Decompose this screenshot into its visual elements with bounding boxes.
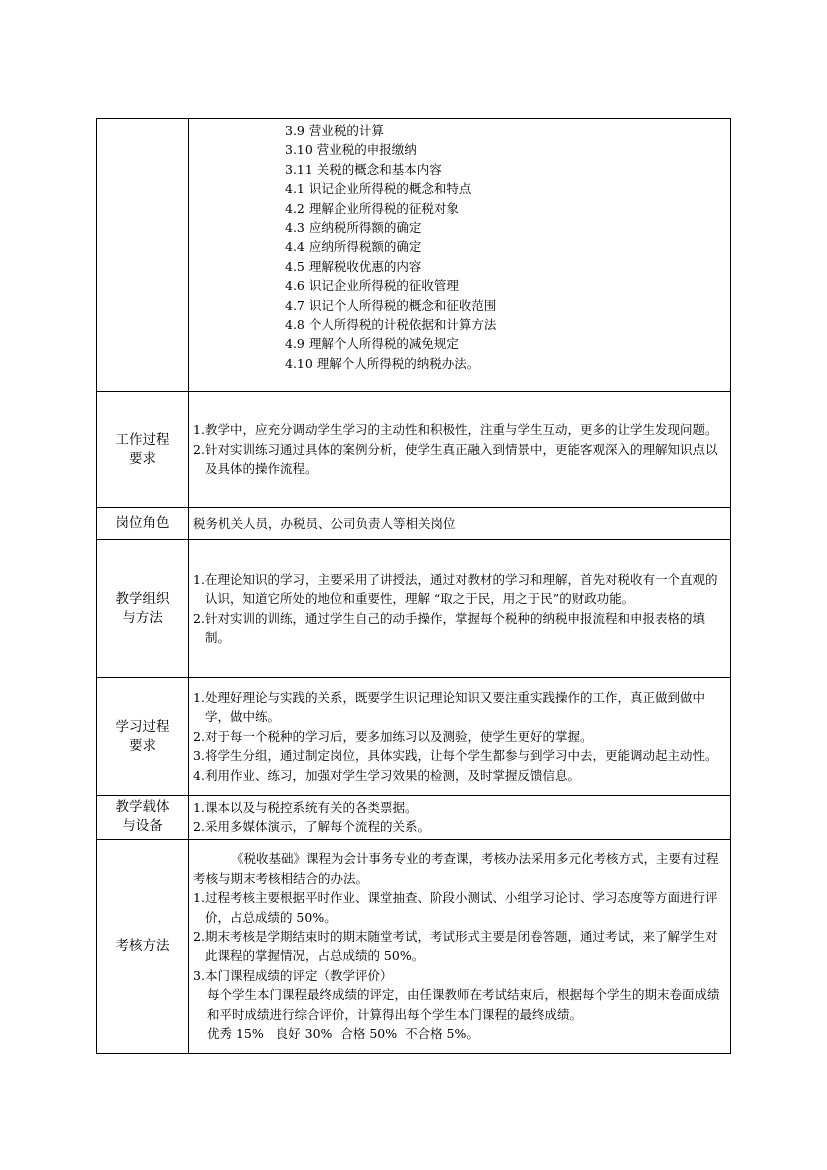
list-item: 3. 本门课程成绩的评定（教学评价） bbox=[193, 967, 393, 983]
table-row bbox=[97, 119, 731, 392]
list-item: 4.3 应纳税所得额的确定 bbox=[285, 220, 422, 236]
row-label bbox=[97, 119, 189, 392]
list-item: 2. 采用多媒体演示，了解每个流程的关系。 bbox=[193, 819, 430, 835]
row-content bbox=[189, 839, 731, 1053]
list-item: 4.5 理解税收优惠的内容 bbox=[285, 258, 422, 274]
list-item: 4.10 理解个人所得税的纳税办法。 bbox=[285, 355, 480, 371]
row-label: 教学组织与方法 bbox=[97, 540, 189, 678]
list-item: 4.6 识记企业所得税的征收管理 bbox=[285, 278, 459, 294]
knowledge-list bbox=[189, 119, 731, 392]
row-content bbox=[189, 540, 731, 678]
list-item: 2. 对于每一个税种的学习后，要多加练习以及测验，使学生更好的掌握。 bbox=[193, 728, 593, 744]
list-item: 2. 针对实训的训练，通过学生自己的动手操作，掌握每个税种的纳税申报流程和申报表格的填制。 bbox=[193, 610, 705, 645]
list-item: 4. 利用作业、练习，加强对学生学习效果的检测，及时掌握反馈信息。 bbox=[193, 767, 580, 783]
row-label: 岗位角色 bbox=[97, 508, 189, 540]
grading-detail: 每个学生本门课程最终成绩的评定，由任课教师在考试结束后，根据每个学生的期末卷面成绩和平时成绩进行综合评价，计算得出每个学生本门课程的最终成绩。 bbox=[207, 987, 720, 1022]
grade-distribution: 优秀 15% 良好 30% 合格 50% 不合格 5%。 bbox=[207, 1025, 479, 1041]
list-item: 3.11 关税的概念和基本内容 bbox=[285, 161, 442, 177]
table-row bbox=[97, 678, 731, 796]
list-item: 1. 处理好理论与实践的关系，既要学生识记理论知识又要注重实践操作的工作，真正做到做中学，做中练。 bbox=[193, 689, 705, 725]
table-row bbox=[97, 796, 731, 840]
list-item: 4.8 个人所得税的计税依据和计算方法 bbox=[285, 317, 497, 333]
list-item: 1. 过程考核主要根据平时作业、课堂抽查、阶段小测试、小组学习论讨、学习态度等方面进行评价，占总成绩的 50%。 bbox=[193, 890, 718, 925]
list-item: 3.9 营业税的计算 bbox=[285, 123, 384, 138]
list-item: 1. 课本以及与税控系统有关的各类票据。 bbox=[193, 800, 418, 815]
row-label: 学习过程要求 bbox=[97, 678, 189, 796]
list-item: 4.7 识记个人所得税的概念和征收范围 bbox=[285, 297, 497, 313]
row-content bbox=[189, 678, 731, 796]
table-row bbox=[97, 508, 731, 540]
list-item: 4.1 识记企业所得税的概念和特点 bbox=[285, 181, 472, 197]
table-row bbox=[97, 540, 731, 678]
list-item: 2. 期末考核是学期结束时的期末随堂考试，考试形式主要是闭卷答题，通过考试，来了解学生对此课程的掌握情况，占总成绩的 50%。 bbox=[193, 928, 718, 964]
course-table bbox=[96, 118, 731, 1054]
table-row bbox=[97, 839, 731, 1053]
row-label: 考核方法 bbox=[97, 839, 189, 1053]
row-content bbox=[189, 392, 731, 508]
list-item: 1. 教学中，应充分调动学生学习的主动性和积极性，注重与学生互动，更多的让学生发现问题。 bbox=[193, 422, 718, 438]
row-content: 税务机关人员，办税员、公司负责人等相关岗位 bbox=[189, 508, 731, 540]
table-row bbox=[97, 392, 731, 508]
list-item: 3. 将学生分组，通过制定岗位，具体实践，让每个学生都参与到学习中去，更能调动起主动性。 bbox=[193, 748, 718, 764]
row-label: 工作过程要求 bbox=[97, 392, 189, 508]
list-item: 4.2 理解企业所得税的征税对象 bbox=[285, 200, 459, 216]
list-item: 1. 在理论知识的学习，主要采用了讲授法，通过对教材的学习和理解，首先对税收有一个直观的认识，知道它所处的地位和重要性，理解 “取之于民，用之于民”的财政功能。 bbox=[193, 571, 718, 607]
list-item: 3.10 营业税的申报缴纳 bbox=[285, 142, 417, 158]
row-label: 教学载体与设备 bbox=[97, 796, 189, 840]
list-item: 4.4 应纳所得税额的确定 bbox=[285, 239, 422, 255]
intro-paragraph: 《税收基础》课程为会计事务专业的考查课，考核办法采用多元化考核方式，主要有过程考核与期末考核相结合的办法。 bbox=[193, 851, 719, 886]
list-item: 2. 针对实训练习通过具体的案例分析，使学生真正融入到情景中，更能客观深入的理解知识点以及具体的操作流程。 bbox=[193, 441, 718, 477]
row-content bbox=[189, 796, 731, 840]
list-item: 4.9 理解个人所得税的减免规定 bbox=[285, 336, 459, 352]
